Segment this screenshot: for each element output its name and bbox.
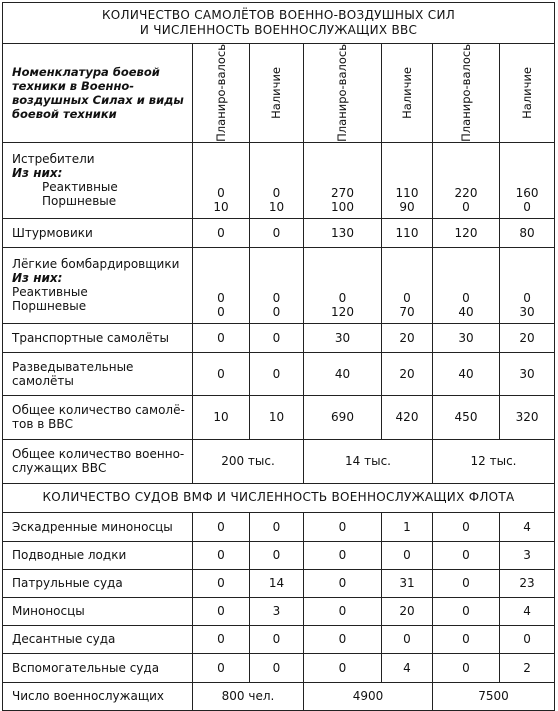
recon-label-line1: Разведывательные: [12, 359, 134, 374]
destroyers-label: Эскадренные миноносцы: [3, 512, 193, 541]
table-cell: 4: [500, 597, 555, 625]
table-cell: 0: [193, 597, 250, 625]
fighters-label-cell: [3, 142, 193, 218]
col-header-planned-3: Планиро-валось: [458, 44, 473, 142]
transport-aircraft-label: Транспортные самолёты: [3, 323, 193, 352]
table-cell: 80: [500, 218, 555, 247]
table-cell: 0: [217, 290, 225, 305]
table-cell: 20: [500, 323, 555, 352]
table-cell: 0: [523, 290, 531, 305]
table-cell: 30: [519, 304, 535, 319]
table-cell: 0: [433, 569, 500, 597]
table-cell: 7500: [433, 682, 555, 710]
fighters-row: [3, 142, 555, 218]
table-cell: 0: [250, 218, 304, 247]
table-cell: 0: [338, 290, 347, 305]
table-cell: 0: [304, 625, 382, 653]
col-header-actual-3: Наличие: [519, 66, 534, 119]
table-cell: 110: [382, 218, 433, 247]
table-cell: 0: [433, 653, 500, 682]
table-cell: 0: [304, 597, 382, 625]
table-cell: 70: [399, 304, 415, 319]
table-cell: 0: [500, 625, 555, 653]
table-cell: 30: [500, 352, 555, 395]
data-table: [2, 2, 555, 711]
navy-section-title-row: [3, 483, 555, 512]
table-cell: 0: [382, 541, 433, 569]
table-cell: 0: [250, 653, 304, 682]
table-cell: 31: [382, 569, 433, 597]
table-cell: 120: [331, 304, 354, 319]
navy-personnel-row: [3, 682, 555, 710]
table-cell: 10: [193, 395, 250, 439]
table-row: [3, 653, 555, 682]
table-cell: 0: [382, 625, 433, 653]
column-header-row: [3, 44, 555, 143]
torpedo-boats-label: Миноносцы: [3, 597, 193, 625]
table-cell: 1: [382, 512, 433, 541]
attack-aircraft-row: [3, 218, 555, 247]
light-bombers-label: Лёгкие бомбардировщики: [12, 257, 180, 272]
table-cell: 0: [462, 199, 470, 214]
table-cell: 30: [433, 323, 500, 352]
table-cell: 0: [217, 304, 225, 319]
table-cell: 20: [382, 323, 433, 352]
recon-aircraft-row: [3, 352, 555, 395]
air-title-line2: И ЧИСЛЕННОСТЬ ВОЕННОСЛУЖАЩИХ ВВС: [139, 23, 418, 37]
light-bombers-jet-label: Реактивные: [12, 285, 88, 300]
table-cell: 10: [250, 395, 304, 439]
table-row: [3, 569, 555, 597]
fighters-piston-label: Поршневые: [42, 194, 117, 209]
table-row: [3, 597, 555, 625]
air-title-line1: КОЛИЧЕСТВО САМОЛЁТОВ ВОЕННО-ВОЗДУШНЫХ СИЛ: [101, 8, 456, 22]
table-cell: 10: [268, 199, 285, 214]
table-cell: 0: [193, 625, 250, 653]
fighters-label: Истребители: [12, 152, 95, 167]
table-cell: 0: [403, 290, 411, 305]
table-cell: 800 чел.: [193, 682, 304, 710]
table-cell: 110: [395, 185, 419, 200]
table-cell: 90: [399, 199, 415, 214]
table-cell: 3: [250, 597, 304, 625]
fighters-sub-label: Из них:: [12, 166, 63, 181]
total-aircraft-label-line2: тов в ВВС: [12, 417, 73, 432]
table-cell: 0: [193, 323, 250, 352]
air-section-title-row: [3, 3, 555, 44]
table-cell: 0: [217, 185, 225, 200]
light-bombers-row: [3, 247, 555, 323]
patrol-boats-label: Патрульные суда: [3, 569, 193, 597]
table-cell: 0: [523, 199, 531, 214]
table-cell: 160: [515, 185, 539, 200]
light-bombers-label-cell: [3, 247, 193, 323]
table-cell: 20: [382, 597, 433, 625]
table-cell: 0: [304, 569, 382, 597]
light-bombers-piston-label: Поршневые: [12, 299, 87, 314]
table-cell: 14: [250, 569, 304, 597]
total-aircraft-label-line1: Общее количество самолё-: [12, 403, 185, 418]
table-cell: 450: [433, 395, 500, 439]
table-cell: 100: [331, 199, 354, 214]
table-cell: 40: [458, 304, 474, 319]
table-cell: 0: [433, 625, 500, 653]
table-cell: 0: [193, 541, 250, 569]
landing-craft-label: Десантные суда: [3, 625, 193, 653]
table-cell: 2: [500, 653, 555, 682]
table-cell: 4900: [304, 682, 433, 710]
table-cell: 0: [193, 569, 250, 597]
table-cell: 10: [213, 199, 229, 214]
table-cell: 0: [193, 218, 250, 247]
table-cell: 320: [500, 395, 555, 439]
fighters-jet-label: Реактивные: [42, 180, 118, 195]
nomenclature-header: Номенклатура боевой техники в Военно-воздушных Силах и виды боевой техники: [3, 44, 193, 143]
col-header-actual-2: Наличие: [399, 66, 414, 119]
table-cell: 690: [304, 395, 382, 439]
table-row: [3, 625, 555, 653]
air-personnel-label-line1: Общее количество военно-: [12, 447, 185, 462]
air-personnel-label-line2: служащих ВВС: [12, 461, 107, 476]
navy-personnel-label: Число военнослужащих: [3, 682, 193, 710]
air-personnel-label: [3, 439, 193, 483]
navy-section-title: КОЛИЧЕСТВО СУДОВ ВМФ И ЧИСЛЕННОСТЬ ВОЕННОСЛУЖАЩИХ ФЛОТА: [3, 483, 555, 512]
table-cell: 0: [433, 597, 500, 625]
table-cell: 0: [304, 653, 382, 682]
auxiliary-vessels-label: Вспомогательные суда: [3, 653, 193, 682]
table-cell: 200 тыс.: [193, 439, 304, 483]
table-cell: 0: [250, 625, 304, 653]
table-cell: 0: [304, 541, 382, 569]
col-header-actual-1: Наличие: [269, 66, 283, 119]
transport-aircraft-row: [3, 323, 555, 352]
air-personnel-row: [3, 439, 555, 483]
table-cell: 4: [382, 653, 433, 682]
table-row: [3, 512, 555, 541]
table-cell: 20: [382, 352, 433, 395]
table-cell: 0: [433, 512, 500, 541]
total-aircraft-row: [3, 395, 555, 439]
table-cell: 40: [304, 352, 382, 395]
table-cell: 0: [250, 323, 304, 352]
table-cell: 30: [304, 323, 382, 352]
table-cell: 0: [193, 653, 250, 682]
table-cell: 0: [250, 541, 304, 569]
table-cell: 0: [193, 512, 250, 541]
table-cell: 0: [272, 185, 281, 200]
attack-aircraft-label: Штурмовики: [3, 218, 193, 247]
table-cell: 12 тыс.: [433, 439, 555, 483]
submarines-label: Подводные лодки: [3, 541, 193, 569]
table-cell: 3: [500, 541, 555, 569]
table-cell: 130: [304, 218, 382, 247]
table-cell: 220: [454, 185, 478, 200]
total-aircraft-label: [3, 395, 193, 439]
col-header-planned-1: Планиро-валось: [213, 44, 228, 142]
table-cell: 0: [304, 512, 382, 541]
table-cell: 0: [193, 352, 250, 395]
light-bombers-sub-label: Из них:: [12, 271, 63, 286]
table-cell: 0: [272, 304, 281, 319]
table-cell: 0: [462, 290, 470, 305]
col-header-planned-2: Планиро-валось: [335, 44, 349, 142]
table-cell: 14 тыс.: [304, 439, 433, 483]
recon-aircraft-label: [3, 352, 193, 395]
table-cell: 270: [331, 185, 354, 200]
table-cell: 23: [500, 569, 555, 597]
table-cell: 0: [272, 290, 281, 305]
table-cell: 40: [433, 352, 500, 395]
air-section-title: [3, 3, 555, 44]
table-cell: 4: [500, 512, 555, 541]
table-cell: 120: [433, 218, 500, 247]
table-cell: 0: [250, 512, 304, 541]
table-cell: 0: [433, 541, 500, 569]
recon-label-line2: самолёты: [12, 373, 74, 388]
table-row: [3, 541, 555, 569]
table-cell: 420: [382, 395, 433, 439]
table-cell: 0: [250, 352, 304, 395]
